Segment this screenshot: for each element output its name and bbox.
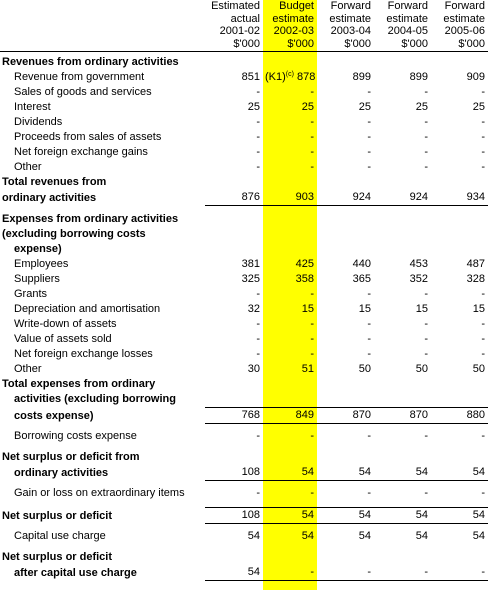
row-value: - bbox=[256, 161, 260, 173]
header-blank bbox=[0, 0, 205, 13]
table-row bbox=[0, 524, 488, 545]
total-row bbox=[0, 508, 488, 524]
total-value: 903 bbox=[263, 190, 317, 206]
row-value: - bbox=[310, 487, 314, 499]
row-value: - bbox=[310, 146, 314, 158]
row-value: - bbox=[424, 333, 428, 345]
row-value: - bbox=[256, 131, 260, 143]
header-unit: $'000 bbox=[431, 38, 488, 52]
total-label-row bbox=[0, 392, 488, 408]
table-row bbox=[0, 332, 488, 347]
row-value: - bbox=[481, 318, 485, 330]
row-value: - bbox=[481, 348, 485, 360]
row-value: - bbox=[310, 131, 314, 143]
row-value: 878 bbox=[297, 71, 316, 83]
note-ref: (K1) bbox=[265, 71, 286, 83]
row-value: - bbox=[256, 116, 260, 128]
total-value: - bbox=[263, 565, 317, 581]
row-value: 899 bbox=[409, 71, 428, 83]
header-unit: $'000 bbox=[374, 38, 431, 52]
header-year: 2002-03 bbox=[273, 25, 314, 37]
row-value: - bbox=[256, 487, 260, 499]
header-line1: Forward bbox=[387, 0, 428, 12]
row-label: Proceeds from sales of assets bbox=[14, 131, 162, 143]
total-value: 924 bbox=[317, 190, 374, 206]
table-row bbox=[0, 272, 488, 287]
row-value: - bbox=[310, 86, 314, 98]
row-value: 325 bbox=[241, 273, 260, 285]
row-value: - bbox=[424, 86, 428, 98]
header-year: 2003-04 bbox=[330, 25, 371, 37]
table-row bbox=[0, 145, 488, 160]
row-value: 25 bbox=[415, 101, 428, 113]
row-value: 328 bbox=[466, 273, 485, 285]
row-value: 32 bbox=[247, 303, 260, 315]
row-value: 54 bbox=[247, 530, 260, 542]
row-value: 909 bbox=[466, 71, 485, 83]
row-value: - bbox=[367, 333, 371, 345]
row-value: - bbox=[424, 131, 428, 143]
header-line2: estimate bbox=[443, 12, 485, 25]
revenues-total-label: Total revenues from bbox=[2, 176, 107, 188]
row-value: - bbox=[424, 487, 428, 499]
total-label-row bbox=[0, 450, 488, 465]
revenues-total-label: ordinary activities bbox=[2, 191, 97, 204]
section-heading-row bbox=[0, 55, 488, 70]
row-label: Interest bbox=[14, 101, 51, 113]
row-label: Depreciation and amortisation bbox=[14, 303, 161, 315]
row-value: - bbox=[481, 487, 485, 499]
header-line2: estimate bbox=[329, 12, 371, 25]
row-value: 453 bbox=[409, 258, 428, 270]
expenses-heading: (excluding borrowing costs bbox=[2, 228, 146, 240]
table-row bbox=[0, 347, 488, 362]
total-value: 54 bbox=[374, 508, 431, 524]
header-line2: estimate bbox=[272, 12, 314, 25]
section-heading-row bbox=[0, 227, 488, 242]
net-after-label: after capital use charge bbox=[14, 566, 137, 579]
row-label: Revenue from government bbox=[14, 71, 145, 83]
row-value: - bbox=[367, 131, 371, 143]
row-value: - bbox=[367, 288, 371, 300]
total-value: 54 bbox=[431, 465, 488, 481]
column-headers bbox=[0, 0, 488, 52]
total-row bbox=[0, 190, 488, 206]
expenses-total-label: Total expenses from ordinary bbox=[2, 378, 156, 390]
total-row bbox=[0, 408, 488, 424]
row-label: Gain or loss on extraordinary items bbox=[14, 487, 185, 499]
net-ordinary-label: Net surplus or deficit from bbox=[2, 451, 140, 463]
row-value: 25 bbox=[358, 101, 371, 113]
header-line1: Forward bbox=[330, 0, 371, 12]
row-label: Suppliers bbox=[14, 273, 60, 285]
row-value: - bbox=[256, 146, 260, 158]
row-label: Borrowing costs expense bbox=[14, 430, 137, 442]
row-value: - bbox=[367, 86, 371, 98]
total-label-row bbox=[0, 550, 488, 565]
total-value: 870 bbox=[374, 408, 431, 424]
row-value: - bbox=[256, 318, 260, 330]
total-label-row bbox=[0, 175, 488, 190]
row-label: Value of assets sold bbox=[14, 333, 112, 345]
row-value: 352 bbox=[409, 273, 428, 285]
table-row bbox=[0, 257, 488, 272]
total-value: 54 bbox=[317, 508, 374, 524]
row-value: - bbox=[424, 161, 428, 173]
row-value: - bbox=[310, 161, 314, 173]
row-value: - bbox=[256, 288, 260, 300]
expenses-total-label: activities (excluding borrowing bbox=[14, 393, 176, 405]
row-value: - bbox=[481, 131, 485, 143]
total-value: 924 bbox=[374, 190, 431, 206]
total-value: 54 bbox=[263, 508, 317, 524]
row-value: - bbox=[310, 430, 314, 442]
row-value: 50 bbox=[415, 363, 428, 375]
total-value: 54 bbox=[263, 465, 317, 481]
row-value: 425 bbox=[295, 258, 314, 270]
row-value: - bbox=[481, 161, 485, 173]
net-after-label: Net surplus or deficit bbox=[2, 551, 113, 563]
row-label: Other bbox=[14, 161, 42, 173]
row-value: 50 bbox=[472, 363, 485, 375]
row-value: - bbox=[481, 430, 485, 442]
table-row bbox=[0, 115, 488, 130]
total-value: 768 bbox=[205, 408, 263, 424]
total-value: 876 bbox=[205, 190, 263, 206]
net-surplus-label: Net surplus or deficit bbox=[2, 509, 113, 522]
table-row bbox=[0, 287, 488, 302]
row-label: Write-down of assets bbox=[14, 318, 117, 330]
header-unit: $'000 bbox=[317, 38, 374, 52]
net-ordinary-label: ordinary activities bbox=[14, 466, 109, 479]
header-line2: estimate bbox=[386, 12, 428, 25]
table-row bbox=[0, 85, 488, 100]
total-value: - bbox=[431, 565, 488, 581]
section-heading-row bbox=[0, 212, 488, 227]
row-value: - bbox=[367, 348, 371, 360]
row-value: - bbox=[256, 333, 260, 345]
table-row bbox=[0, 302, 488, 317]
row-value: - bbox=[310, 333, 314, 345]
row-value: - bbox=[367, 116, 371, 128]
row-value: 15 bbox=[301, 303, 314, 315]
total-value: 54 bbox=[205, 565, 263, 581]
row-value: 899 bbox=[352, 71, 371, 83]
row-label: Employees bbox=[14, 258, 69, 270]
row-value: - bbox=[424, 430, 428, 442]
row-value: - bbox=[310, 348, 314, 360]
expenses-heading: Expenses from ordinary activities bbox=[2, 213, 179, 225]
total-value: 54 bbox=[431, 508, 488, 524]
total-label-row bbox=[0, 377, 488, 392]
row-value: - bbox=[424, 348, 428, 360]
total-value: - bbox=[374, 565, 431, 581]
row-value: - bbox=[310, 116, 314, 128]
row-value: - bbox=[481, 146, 485, 158]
header-unit: $'000 bbox=[205, 38, 263, 52]
row-value: 440 bbox=[352, 258, 371, 270]
row-value: - bbox=[310, 288, 314, 300]
row-value: - bbox=[256, 430, 260, 442]
table-row bbox=[0, 130, 488, 145]
table-row bbox=[0, 70, 488, 85]
row-value: - bbox=[367, 430, 371, 442]
table-row bbox=[0, 100, 488, 115]
row-value: 15 bbox=[415, 303, 428, 315]
row-value: - bbox=[367, 161, 371, 173]
total-value: 108 bbox=[205, 508, 263, 524]
row-value: - bbox=[367, 487, 371, 499]
row-value: 851 bbox=[241, 71, 260, 83]
total-value: 108 bbox=[205, 465, 263, 481]
row-value: 54 bbox=[358, 530, 371, 542]
row-value: 25 bbox=[472, 101, 485, 113]
row-value: - bbox=[424, 318, 428, 330]
row-value: - bbox=[481, 86, 485, 98]
row-value: 381 bbox=[241, 258, 260, 270]
expenses-total-label: costs expense) bbox=[14, 409, 94, 422]
row-value: - bbox=[256, 86, 260, 98]
row-label: Net foreign exchange losses bbox=[14, 348, 153, 360]
row-value: 50 bbox=[358, 363, 371, 375]
total-value: 934 bbox=[431, 190, 488, 206]
total-value: - bbox=[317, 565, 374, 581]
table-row bbox=[0, 424, 488, 445]
row-label: Capital use charge bbox=[14, 530, 106, 542]
header-line1: Budget bbox=[279, 0, 314, 12]
table-row bbox=[0, 362, 488, 377]
row-value: - bbox=[310, 318, 314, 330]
row-value: - bbox=[481, 333, 485, 345]
table-row bbox=[0, 317, 488, 332]
row-value: - bbox=[424, 288, 428, 300]
header-year: 2004-05 bbox=[387, 25, 428, 37]
row-value: 358 bbox=[295, 273, 314, 285]
total-value: 54 bbox=[374, 465, 431, 481]
total-row bbox=[0, 465, 488, 481]
row-value: 30 bbox=[247, 363, 260, 375]
row-value: - bbox=[424, 116, 428, 128]
row-value: - bbox=[424, 146, 428, 158]
header-line2: actual bbox=[230, 12, 260, 25]
total-value: 880 bbox=[431, 408, 488, 424]
header-unit: $'000 bbox=[263, 38, 317, 52]
header-line1: Forward bbox=[444, 0, 485, 12]
total-value: 870 bbox=[317, 408, 374, 424]
row-value: - bbox=[481, 288, 485, 300]
row-value: 25 bbox=[301, 101, 314, 113]
header-year: 2005-06 bbox=[444, 25, 485, 37]
header-year: 2001-02 bbox=[219, 25, 260, 37]
footnote-marker: (c) bbox=[285, 71, 294, 78]
table-row bbox=[0, 481, 488, 502]
row-value: - bbox=[481, 116, 485, 128]
row-value: - bbox=[367, 146, 371, 158]
total-value: 54 bbox=[317, 465, 374, 481]
header-line1: Estimated bbox=[211, 0, 260, 12]
row-value: 54 bbox=[472, 530, 485, 542]
row-value: 15 bbox=[358, 303, 371, 315]
section-heading-row bbox=[0, 242, 488, 257]
total-value: 849 bbox=[263, 408, 317, 424]
row-label: Sales of goods and services bbox=[14, 86, 152, 98]
row-value: 15 bbox=[472, 303, 485, 315]
row-value: 25 bbox=[247, 101, 260, 113]
row-label: Net foreign exchange gains bbox=[14, 146, 148, 158]
row-label: Other bbox=[14, 363, 42, 375]
expenses-heading: expense) bbox=[14, 243, 62, 255]
row-value: 51 bbox=[301, 363, 314, 375]
row-label: Dividends bbox=[14, 116, 63, 128]
table-row bbox=[0, 160, 488, 175]
row-value: 487 bbox=[466, 258, 485, 270]
row-value-annotated bbox=[263, 70, 317, 85]
total-row bbox=[0, 565, 488, 581]
row-value: 54 bbox=[301, 530, 314, 542]
row-label: Grants bbox=[14, 288, 48, 300]
revenues-heading: Revenues from ordinary activities bbox=[2, 56, 179, 68]
row-value: 54 bbox=[415, 530, 428, 542]
row-value: 365 bbox=[352, 273, 371, 285]
row-value: - bbox=[367, 318, 371, 330]
row-value: - bbox=[256, 348, 260, 360]
